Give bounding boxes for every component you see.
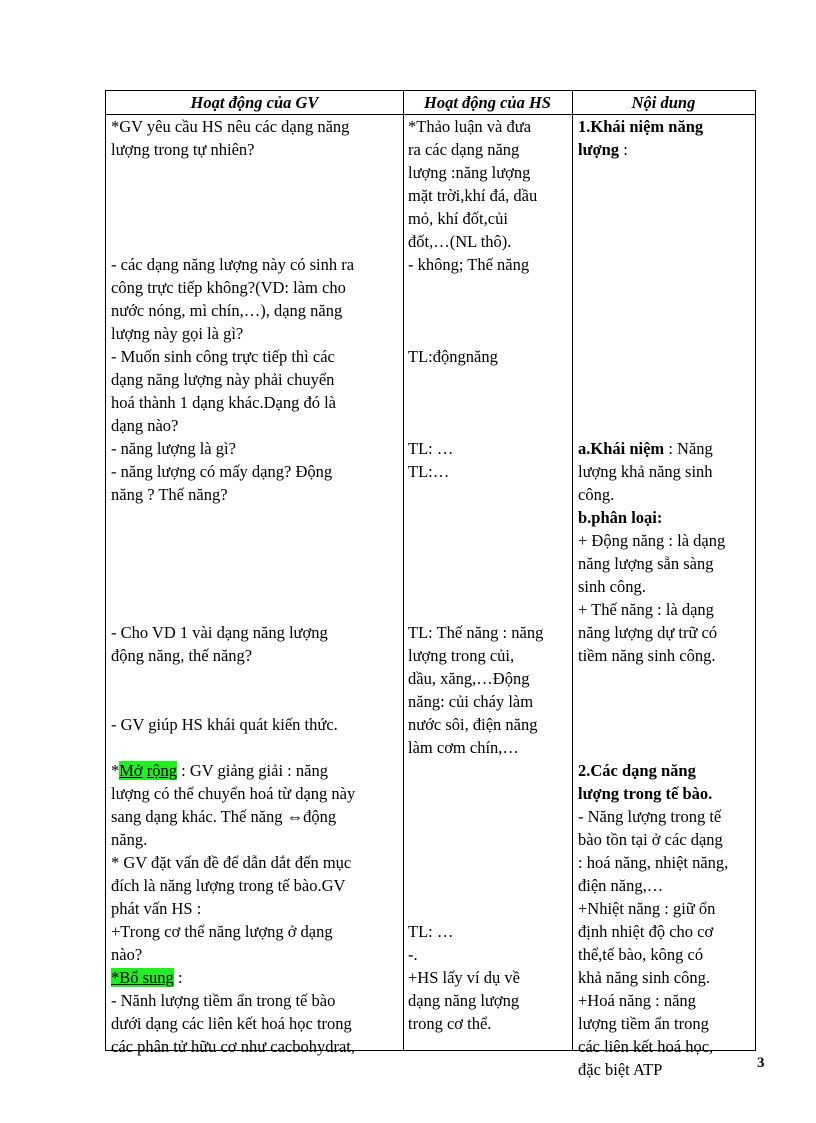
gv-line: - GV giúp HS khái quát kiến thức. bbox=[111, 715, 338, 734]
nd-line: lượng tiềm ẩn trong bbox=[578, 1014, 709, 1033]
hs-line: -. bbox=[408, 945, 418, 964]
gv-line: * GV đặt vấn đề để dẫn dắt đến mục bbox=[111, 853, 352, 872]
nd-line bbox=[578, 138, 750, 161]
gv-line: đích là năng lượng trong tế bào.GV bbox=[111, 876, 346, 895]
nd-line: bào tồn tại ở các dạng bbox=[578, 830, 723, 849]
nd-line: - Năng lượng trong tế bbox=[578, 807, 722, 826]
nd-line: +Hoá năng : năng bbox=[578, 991, 696, 1010]
nd-line: lượng khả năng sinh bbox=[578, 462, 713, 481]
content-column bbox=[578, 115, 750, 1079]
hs-line: mỏ, khí đốt,củi bbox=[408, 209, 508, 228]
nd-line: sinh công. bbox=[578, 577, 646, 596]
nd-line: năng lượng sẵn sàng bbox=[578, 554, 714, 573]
section-heading: 1.Khái niệm năng bbox=[578, 117, 704, 136]
header-student-activity: Hoạt động của HS bbox=[424, 93, 551, 112]
nd-line: các liên kết hoá học, bbox=[578, 1037, 714, 1056]
gv-line: - Muốn sinh công trực tiếp thì các bbox=[111, 347, 335, 366]
hs-line: làm cơm chín,… bbox=[408, 738, 519, 757]
gv-line: dưới dạng các liên kết hoá học trong bbox=[111, 1014, 352, 1033]
section-heading: 2.Các dạng năng bbox=[578, 761, 696, 780]
section-heading: lượng bbox=[578, 140, 620, 159]
hs-line: dạng năng lượng bbox=[408, 991, 520, 1010]
hs-line: trong cơ thể. bbox=[408, 1014, 492, 1033]
student-activity-column bbox=[408, 115, 568, 1050]
subheading: a.Khái niệm bbox=[578, 439, 665, 458]
hs-line: lượng :năng lượng bbox=[408, 163, 531, 182]
hs-line: lượng trong củi, bbox=[408, 646, 515, 665]
gv-prefix: * bbox=[111, 761, 120, 780]
hs-line: mặt trời,khí đá, dầu bbox=[408, 186, 538, 205]
nd-line: năng lượng dự trữ có bbox=[578, 623, 718, 642]
highlight-mo: Mở bbox=[119, 761, 143, 780]
gv-line: lượng này gọi là gì? bbox=[111, 324, 244, 343]
highlight-bo-sung: *Bổ sung bbox=[111, 968, 174, 987]
hs-line: dầu, xăng,…Động bbox=[408, 669, 530, 688]
nd-line: khả năng sinh công. bbox=[578, 968, 710, 987]
hs-line: ra các dạng năng bbox=[408, 140, 520, 159]
header-teacher-activity: Hoạt động của GV bbox=[190, 93, 319, 112]
column-divider bbox=[572, 91, 573, 1050]
hs-line: nước sôi, điện năng bbox=[408, 715, 538, 734]
gv-line: - năng lượng là gì? bbox=[111, 439, 236, 458]
gv-line: lượng có thể chuyển hoá từ dạng này bbox=[111, 784, 356, 803]
gv-line: động năng, thế năng? bbox=[111, 646, 253, 665]
gv-line: - năng lượng có mấy dạng? Động bbox=[111, 462, 333, 481]
lesson-table bbox=[105, 90, 756, 1079]
hs-line: +HS lấy ví dụ về bbox=[408, 968, 520, 987]
nd-line: thể,tế bào, kông có bbox=[578, 945, 704, 964]
gv-line: *GV yêu cầu HS nêu các dạng năng bbox=[111, 117, 350, 136]
highlight-rong: rộng bbox=[146, 761, 178, 780]
nd-line: tiềm năng sinh công. bbox=[578, 646, 716, 665]
gv-line: hoá thành 1 dạng khác.Dạng đó là bbox=[111, 393, 336, 412]
section-heading: lượng trong tế bào. bbox=[578, 784, 713, 803]
nd-line: đặc biệt ATP bbox=[578, 1060, 663, 1079]
gv-line: - Nănh lượng tiềm ẩn trong tế bào bbox=[111, 991, 336, 1010]
gv-line bbox=[111, 759, 397, 782]
subheading: b.phân loại: bbox=[578, 508, 663, 527]
nd-text: : Năng bbox=[664, 439, 713, 458]
gv-line: lượng trong tự nhiên? bbox=[111, 140, 255, 159]
gv-line: phát vấn HS : bbox=[111, 899, 202, 918]
gv-line: dạng năng lượng này phải chuyển bbox=[111, 370, 335, 389]
gv-line: sang dạng khác. Thế năng ⇔động bbox=[111, 807, 337, 826]
nd-line: + Thế năng : là dạng bbox=[578, 600, 714, 619]
hs-line: - không; Thế năng bbox=[408, 255, 530, 274]
nd-line: công. bbox=[578, 485, 615, 504]
teacher-activity-column bbox=[111, 115, 397, 1056]
hs-line: *Thảo luận và đưa bbox=[408, 117, 532, 136]
gv-line: các phân tử hữu cơ như cacbohydrat, bbox=[111, 1037, 356, 1056]
nd-line bbox=[578, 437, 750, 460]
nd-line: + Động năng : là dạng bbox=[578, 531, 726, 550]
nd-line: : hoá năng, nhiệt năng, bbox=[578, 853, 729, 872]
hs-line: đốt,…(NL thô). bbox=[408, 232, 512, 251]
gv-line: - các dạng năng lượng này có sinh ra bbox=[111, 255, 355, 274]
page-number: 3 bbox=[757, 1055, 765, 1071]
nd-text: : bbox=[619, 140, 628, 159]
gv-text: : GV giảng giải : năng bbox=[177, 761, 328, 780]
hs-line: TL: … bbox=[408, 439, 454, 458]
gv-text: : bbox=[173, 968, 183, 987]
hs-line: năng: củi cháy làm bbox=[408, 692, 534, 711]
hs-line: TL:độngnăng bbox=[408, 347, 498, 366]
nd-line: điện năng,… bbox=[578, 876, 664, 895]
nd-line bbox=[578, 115, 750, 138]
header-content: Nội dung bbox=[631, 93, 696, 112]
gv-line bbox=[111, 966, 397, 989]
hs-line: TL: … bbox=[408, 922, 454, 941]
gv-line: năng ? Thế năng? bbox=[111, 485, 228, 504]
gv-line: +Trong cơ thể năng lượng ở dạng bbox=[111, 922, 333, 941]
gv-line: năng. bbox=[111, 830, 148, 849]
gv-line: dạng nào? bbox=[111, 416, 179, 435]
hs-line: TL:… bbox=[408, 462, 450, 481]
nd-line: +Nhiệt năng : giữ ổn bbox=[578, 899, 716, 918]
column-divider bbox=[403, 91, 404, 1050]
gv-line: nước nóng, mì chín,…), dạng năng bbox=[111, 301, 343, 320]
nd-line: định nhiệt độ cho cơ bbox=[578, 922, 714, 941]
hs-line: TL: Thế năng : năng bbox=[408, 623, 544, 642]
gv-line: công trực tiếp không?(VD: làm cho bbox=[111, 278, 346, 297]
gv-line: - Cho VD 1 vài dạng năng lượng bbox=[111, 623, 328, 642]
gv-line: nào? bbox=[111, 945, 143, 964]
